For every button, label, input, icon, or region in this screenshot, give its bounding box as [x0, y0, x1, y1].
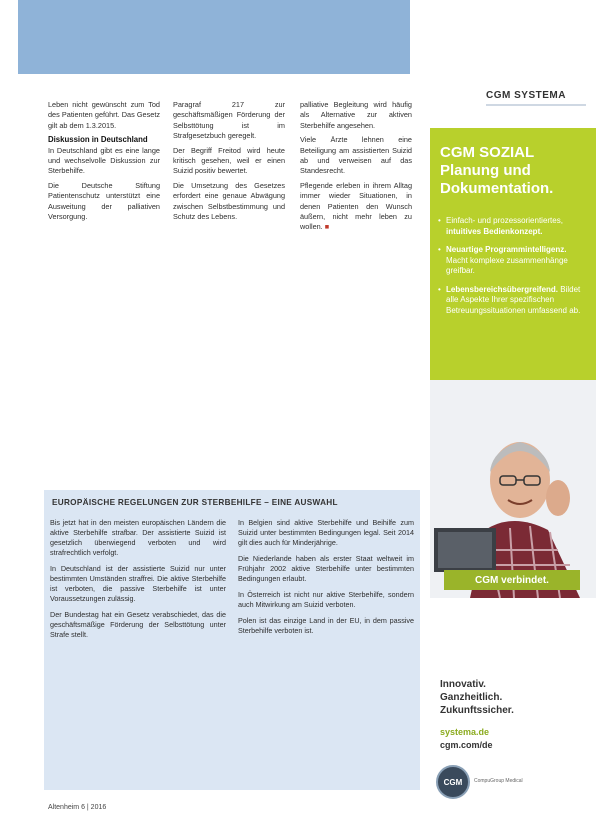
paragraph: Paragraf 217 zur geschäftsmäßigen Förderung der Selbsttötung ist im Strafgesetzbuch geregelt.: [173, 100, 285, 141]
ad-headline-line: CGM SOZIAL: [440, 144, 535, 161]
paragraph: Der Begriff Freitod wird heute kritisch gesehen, weil er einen Suizid positiv bewertet.: [173, 145, 285, 176]
info-paragraph: Polen ist das einzige Land in der EU, in dem passive Sterbehilfe verboten ist.: [238, 616, 414, 635]
paragraph: Viele Ärzte lehnen eine Beteiligung am assistierten Suizid ab und verweisen auf das Standesrecht.: [300, 135, 412, 176]
paragraph: Die Deutsche Stiftung Patientenschutz unterstützt eine Ausweitung der palliativen Versorgung.: [48, 180, 160, 222]
badge-cgm-verbindet: CGM verbindet.: [444, 570, 580, 590]
paragraph: Leben nicht gewünscht zum Tod des Patienten geführt. Das Gesetz gilt ab dem 1.3.2015.: [48, 100, 160, 130]
info-box-title: EUROPÄISCHE REGELUNGEN ZUR STERBEHILFE – EINE AUSWAHL: [52, 498, 338, 507]
info-box-right-column: [238, 518, 414, 642]
info-paragraph: Der Bundestag hat ein Gesetz verabschiedet, das die geschäftsmäßige Förderung der Selbsttötung unter Strafe stellt.: [50, 610, 226, 639]
ad-headline-line: Dokumentation.: [440, 180, 554, 197]
info-paragraph: In Belgien sind aktive Sterbehilfe und Beihilfe zum Suizid unter bestimmten Bedingungen legal. Seit 2014 gilt dies auch für Minderjährige.: [238, 518, 414, 547]
ad-bullet-list: [438, 216, 588, 324]
paragraph: palliative Begleitung wird häufig als Alternative zur aktiven Sterbehilfe angesehen.: [300, 100, 412, 130]
ad-bullet: [438, 285, 588, 317]
article-body: [48, 100, 418, 478]
info-paragraph: In Deutschland ist der assistierte Suizid nur unter bestimmten Umständen straffrei. Die aktive Sterbehilfe ist verboten, die passive Sterbehilfe ist unter Voraussetzungen zulässig.: [50, 564, 226, 603]
ad-bullet-text: Bildet alle Aspekte Ihrer spezifischen Betreuungssituationen umfassend ab.: [446, 284, 581, 315]
ad-bullet-bold: Neuartige Programmintelligenz.: [446, 245, 567, 254]
url-systema[interactable]: systema.de: [440, 727, 490, 737]
ad-bullet-bold: Lebensbereichsübergreifend.: [446, 284, 559, 294]
ad-bullet: [438, 245, 588, 277]
ad-claim: [440, 678, 514, 717]
man-with-laptop-photo: [430, 380, 596, 598]
info-paragraph: In Österreich ist nicht nur aktive Sterbehilfe, sondern auch Mitwirkung am Suizid verboten.: [238, 590, 414, 609]
info-box-left-column: [50, 518, 226, 646]
section-heading: Diskussion in Deutschland: [48, 135, 148, 145]
article-column-2: [173, 100, 285, 226]
paragraph-text: Pflegende erleben in ihrem Alltag immer wieder Situationen, in denen Patienten den Wunsch äußern, nicht mehr leben zu wollen.: [300, 180, 412, 232]
info-box: [44, 490, 420, 790]
ad-headline-line: Planung und: [440, 162, 531, 179]
end-mark: ■: [324, 222, 330, 232]
header-banner: [18, 0, 410, 74]
paragraph: [300, 181, 412, 233]
seal-caption: CompuGroup Medical: [474, 778, 523, 784]
claim-line: Ganzheitlich.: [440, 692, 503, 703]
info-paragraph: Die Niederlande haben als erster Staat weltweit im Frühjahr 2002 aktive Sterbehilfe unter bestimmten Bedingungen erlaubt.: [238, 554, 414, 583]
claim-line: Innovativ.: [440, 679, 486, 690]
url-cgm[interactable]: cgm.com/de: [440, 740, 493, 750]
brand-logo: CGM SYSTEMA: [486, 90, 566, 101]
logo-underline: [486, 104, 586, 106]
ad-bullet-text: Macht komplexe zusammenhänge greifbar.: [446, 255, 568, 275]
info-paragraph: Bis jetzt hat in den meisten europäischen Ländern die aktive Sterbehilfe strafbar. Der assistierte Suizid ist gesetzlich überwiegend verboten und wird strafrechtlich verfolgt.: [50, 518, 226, 557]
article-column-1: [48, 100, 160, 226]
cgm-seal-logo: CGM: [436, 765, 470, 799]
ad-bullet: [438, 216, 588, 237]
article-column-3: [300, 100, 412, 237]
claim-line: Zukunftssicher.: [440, 705, 514, 716]
ad-bullet-bold: intuitives Bedienkonzept.: [446, 226, 543, 236]
paragraph: Die Umsetzung des Gesetzes erfordert eine genaue Abwägung zwischen Selbstbestimmung und Schutz des Lebens.: [173, 180, 285, 222]
page-footer: Altenheim 6 | 2016: [48, 804, 107, 811]
paragraph: In Deutschland gibt es eine lange und wechselvolle Diskussion zur Sterbehilfe.: [48, 145, 160, 176]
ad-bullet-text: Einfach- und prozessorientiertes,: [446, 216, 563, 225]
advertisement: [426, 80, 598, 805]
ad-headline: [440, 144, 553, 198]
